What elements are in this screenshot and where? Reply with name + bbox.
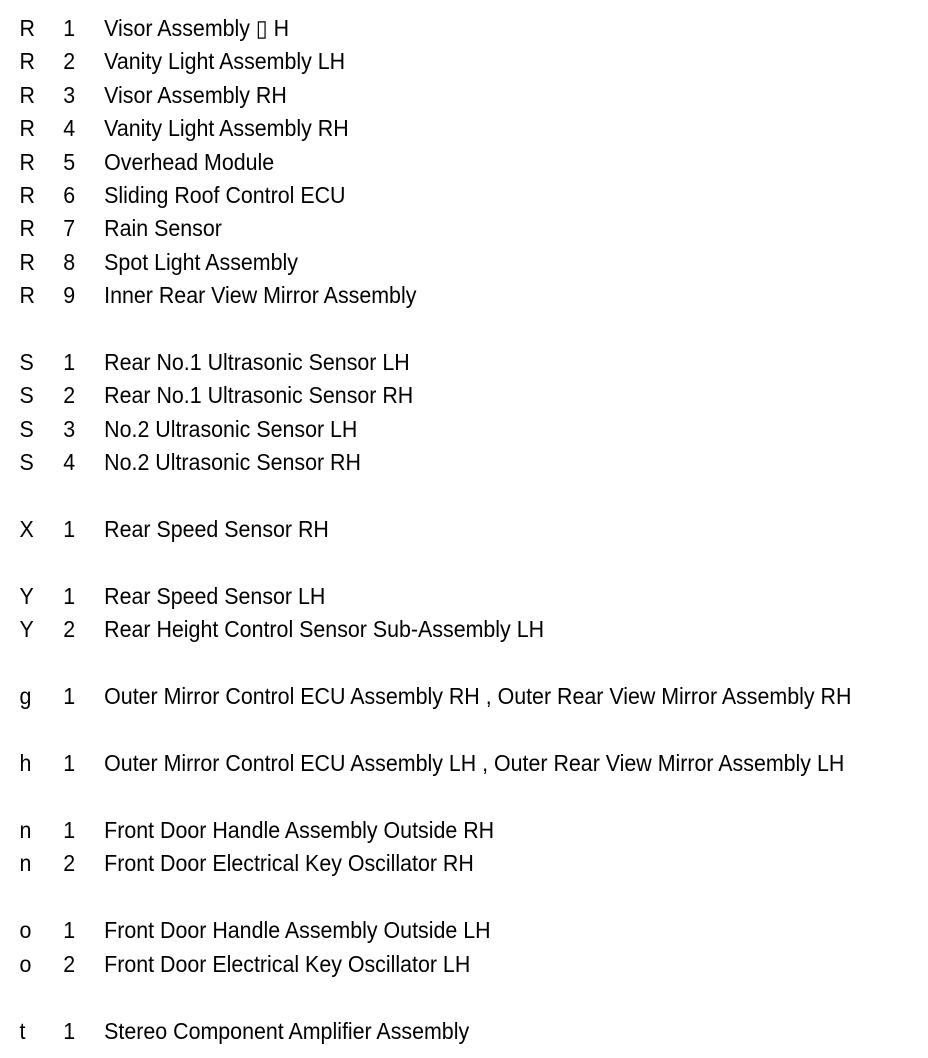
- group-x: [0, 513, 928, 546]
- component-name: Rear Speed Sensor RH: [104, 516, 329, 543]
- group-r: [0, 12, 928, 313]
- component-name: Front Door Electrical Key Oscillator RH: [104, 850, 474, 877]
- connector-letter: t: [19, 1017, 26, 1044]
- connector-letter: R: [19, 282, 35, 309]
- list-item: [0, 179, 863, 212]
- list-item: [0, 747, 863, 780]
- connector-letter: R: [19, 215, 35, 242]
- connector-number: 2: [63, 616, 76, 643]
- component-name: Visor Assembly ▯ H: [104, 15, 290, 41]
- connector-number: 4: [63, 449, 76, 476]
- connector-number: 1: [63, 349, 76, 376]
- connector-letter: g: [19, 683, 32, 710]
- component-name: Visor Assembly RH: [104, 81, 287, 108]
- component-name: Rear No.1 Ultrasonic Sensor RH: [104, 382, 414, 409]
- connector-letter: R: [19, 115, 35, 142]
- connector-number: 2: [63, 850, 76, 877]
- component-name: Spot Light Assembly: [104, 248, 298, 275]
- list-item: [0, 613, 863, 646]
- connector-number: 1: [63, 683, 76, 710]
- component-name: Rain Sensor: [104, 215, 222, 242]
- component-name: Rear No.1 Ultrasonic Sensor LH: [104, 349, 410, 376]
- connector-number: 1: [63, 15, 76, 41]
- list-item: [0, 814, 863, 847]
- connector-letter: o: [19, 917, 32, 944]
- connector-number: 1: [63, 750, 76, 777]
- component-name: Front Door Handle Assembly Outside LH: [104, 917, 491, 944]
- connector-letter: R: [19, 15, 35, 41]
- connector-number: 2: [63, 950, 76, 977]
- connector-letter: R: [19, 48, 35, 75]
- group-n: [0, 814, 928, 881]
- component-name: Rear Height Control Sensor Sub-Assembly LH: [104, 616, 545, 643]
- list-item: [0, 346, 863, 379]
- list-item: [0, 914, 863, 947]
- group-g: [0, 680, 928, 713]
- connector-number: 2: [63, 48, 76, 75]
- connector-number: 2: [63, 382, 76, 409]
- group-h: [0, 747, 928, 780]
- component-name: No.2 Ultrasonic Sensor RH: [104, 449, 361, 476]
- connector-letter: R: [19, 81, 35, 108]
- component-name: Inner Rear View Mirror Assembly: [104, 282, 417, 309]
- connector-letter: S: [19, 349, 34, 376]
- list-item: [0, 446, 863, 479]
- component-name: Front Door Handle Assembly Outside RH: [104, 817, 495, 844]
- connector-letter: Y: [19, 616, 34, 643]
- list-item: [0, 513, 863, 546]
- connector-letter: S: [19, 449, 34, 476]
- list-item: [0, 680, 863, 713]
- group-s: [0, 346, 928, 480]
- component-name: Outer Mirror Control ECU Assembly LH , Outer Rear View Mirror Assembly LH: [104, 750, 845, 777]
- component-name: Sliding Roof Control ECU: [104, 181, 346, 208]
- connector-letter: R: [19, 181, 35, 208]
- connector-legend-list: [0, 12, 928, 1048]
- connector-letter: Y: [19, 582, 34, 609]
- list-item: [0, 79, 863, 112]
- connector-number: 5: [63, 148, 76, 175]
- connector-number: 1: [63, 817, 76, 844]
- connector-number: 6: [63, 181, 76, 208]
- list-item: [0, 948, 863, 981]
- connector-number: 1: [63, 582, 76, 609]
- connector-number: 1: [63, 1017, 76, 1044]
- connector-letter: n: [19, 850, 32, 877]
- group-o: [0, 914, 928, 981]
- component-name: Vanity Light Assembly LH: [104, 48, 346, 75]
- group-t: [0, 1015, 928, 1048]
- connector-letter: X: [19, 516, 34, 543]
- list-item: [0, 12, 863, 45]
- component-name: Outer Mirror Control ECU Assembly RH , Outer Rear View Mirror Assembly RH: [104, 683, 852, 710]
- group-y: [0, 580, 928, 647]
- list-item: [0, 279, 863, 312]
- connector-letter: R: [19, 148, 35, 175]
- component-name: Rear Speed Sensor LH: [104, 582, 326, 609]
- connector-number: 1: [63, 917, 76, 944]
- list-item: [0, 112, 863, 145]
- component-name: Overhead Module: [104, 148, 275, 175]
- connector-letter: S: [19, 415, 34, 442]
- list-item: [0, 379, 863, 412]
- connector-number: 1: [63, 516, 76, 543]
- connector-letter: R: [19, 248, 35, 275]
- list-item: [0, 413, 863, 446]
- connector-number: 4: [63, 115, 76, 142]
- list-item: [0, 212, 863, 245]
- connector-number: 3: [63, 81, 76, 108]
- list-item: [0, 1015, 863, 1048]
- connector-letter: n: [19, 817, 32, 844]
- connector-letter: h: [19, 750, 32, 777]
- list-item: [0, 246, 863, 279]
- connector-number: 8: [63, 248, 76, 275]
- list-item: [0, 580, 863, 613]
- connector-letter: o: [19, 950, 32, 977]
- component-name: Front Door Electrical Key Oscillator LH: [104, 950, 471, 977]
- component-name: Stereo Component Amplifier Assembly: [104, 1017, 470, 1044]
- connector-number: 7: [63, 215, 76, 242]
- component-name: Vanity Light Assembly RH: [104, 115, 349, 142]
- connector-number: 3: [63, 415, 76, 442]
- list-item: [0, 847, 863, 880]
- component-name: No.2 Ultrasonic Sensor LH: [104, 415, 358, 442]
- connector-number: 9: [63, 282, 76, 309]
- list-item: [0, 45, 863, 78]
- list-item: [0, 146, 863, 179]
- connector-letter: S: [19, 382, 34, 409]
